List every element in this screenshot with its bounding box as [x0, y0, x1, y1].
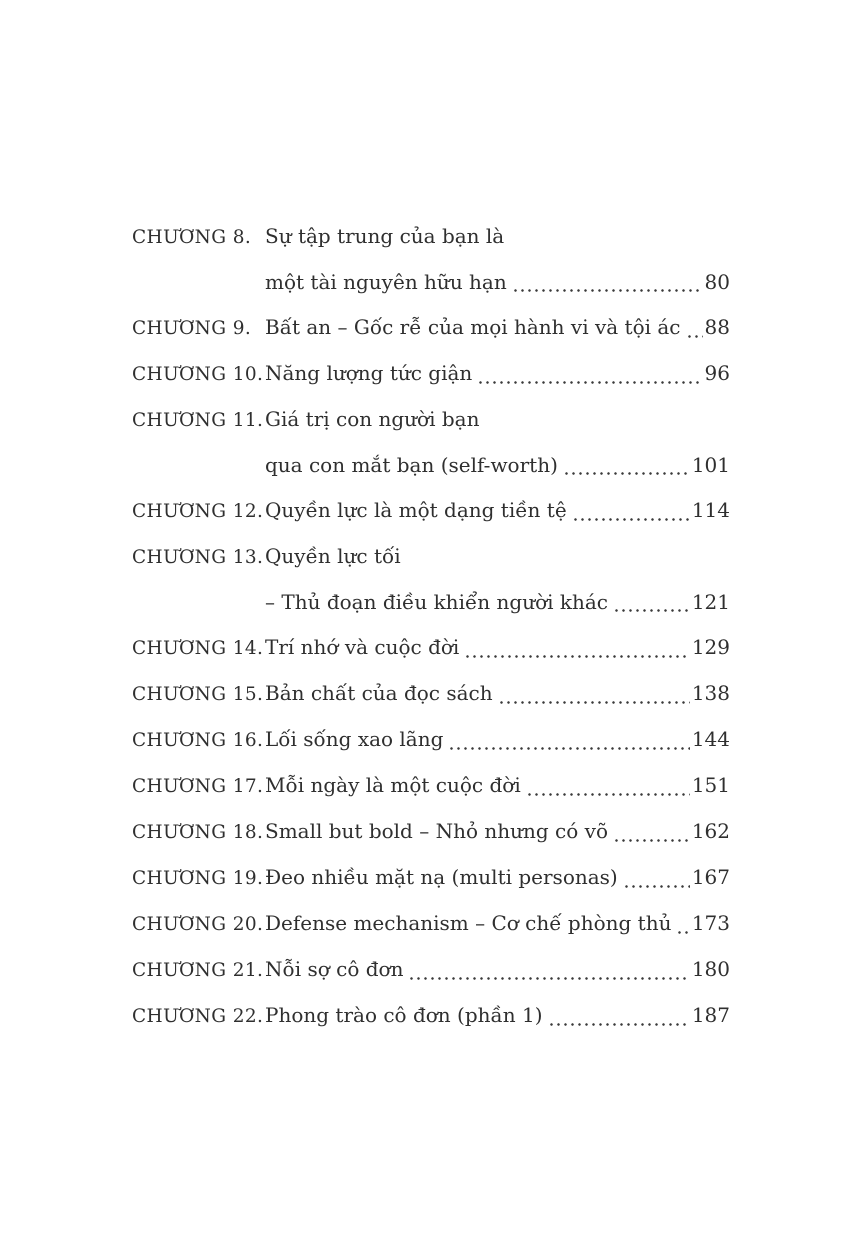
page-number: 129: [691, 635, 730, 659]
chapter-title-line: Nỗi sợ cô đơn: [265, 957, 404, 981]
chapter-label: CHƯƠNG 18.: [132, 822, 264, 843]
chapter-label: CHƯƠNG 20.: [132, 914, 264, 935]
chapter-title-line: Mỗi ngày là một cuộc đời: [265, 773, 521, 797]
page-number: 173: [691, 911, 730, 935]
toc-row: [132, 351, 730, 397]
page-number: 167: [691, 865, 730, 889]
page-number: 101: [691, 453, 730, 477]
chapter-title-line: Phong trào cô đơn (phần 1): [265, 1003, 543, 1027]
toc-row: [132, 855, 730, 901]
page-number: 80: [704, 270, 730, 294]
dot-leader: [548, 1023, 690, 1026]
page-number: 162: [691, 819, 730, 843]
page-number: 121: [691, 590, 730, 614]
chapter-label: CHƯƠNG 16.: [132, 730, 264, 751]
toc-row: [132, 993, 730, 1039]
toc-row: [132, 947, 730, 993]
chapter-title-line: Quyền lực tối: [265, 544, 401, 568]
toc-row: [132, 488, 730, 534]
toc-row: [132, 901, 730, 947]
chapter-title-line: Small but bold – Nhỏ nhưng có võ: [265, 819, 608, 843]
toc-row: [132, 580, 730, 625]
toc-row: [132, 443, 730, 488]
dot-leader: [572, 518, 690, 521]
chapter-title-line: – Thủ đoạn điều khiển người khác: [265, 590, 608, 614]
dot-leader: [408, 977, 689, 980]
chapter-title-line: Quyền lực là một dạng tiền tệ: [265, 498, 567, 522]
dot-leader: [613, 839, 690, 842]
chapter-title-line: Đeo nhiều mặt nạ (multi personas): [265, 865, 618, 889]
chapter-title-line: Defense mechanism – Cơ chế phòng thủ: [265, 911, 672, 935]
chapter-label: CHƯƠNG 13.: [132, 547, 264, 568]
chapter-label: CHƯƠNG 21.: [132, 960, 264, 981]
chapter-title-line: một tài nguyên hữu hạn: [265, 270, 507, 294]
toc-row: [132, 305, 730, 351]
page-number: 187: [691, 1003, 730, 1027]
page-number: 180: [691, 957, 730, 981]
chapter-title-line: Bất an – Gốc rễ của mọi hành vi và tội ác: [265, 315, 681, 339]
toc-row: [132, 534, 730, 580]
dot-leader: [676, 931, 689, 934]
chapter-title-line: Năng lượng tức giận: [265, 361, 473, 385]
toc-list: [132, 214, 730, 1039]
dot-leader: [477, 381, 702, 384]
chapter-label: CHƯƠNG 8.: [132, 227, 252, 248]
chapter-title-line: Bản chất của đọc sách: [265, 681, 493, 705]
page-number: 138: [691, 681, 730, 705]
chapter-label: CHƯƠNG 19.: [132, 868, 264, 889]
toc-row: [132, 397, 730, 443]
dot-leader: [448, 747, 689, 750]
chapter-label: CHƯƠNG 12.: [132, 501, 264, 522]
page-number: 88: [704, 315, 730, 339]
dot-leader: [613, 609, 690, 612]
toc-row: [132, 625, 730, 671]
chapter-title-line: Trí nhớ và cuộc đời: [265, 635, 460, 659]
dot-leader: [563, 472, 690, 475]
page-number: 144: [691, 727, 730, 751]
dot-leader: [686, 335, 703, 338]
chapter-label: CHƯƠNG 10.: [132, 364, 264, 385]
chapter-label: CHƯƠNG 15.: [132, 684, 264, 705]
page-number: 96: [704, 361, 730, 385]
chapter-title-line: qua con mắt bạn (self-worth): [265, 453, 558, 477]
toc-row: [132, 717, 730, 763]
dot-leader: [498, 701, 690, 704]
chapter-title-line: Sự tập trung của bạn là: [265, 224, 505, 248]
toc-row: [132, 763, 730, 809]
toc-row: [132, 671, 730, 717]
chapter-title-line: Giá trị con người bạn: [265, 407, 480, 431]
dot-leader: [623, 885, 690, 888]
dot-leader: [512, 289, 703, 292]
chapter-label: CHƯƠNG 17.: [132, 776, 264, 797]
chapter-label: CHƯƠNG 22.: [132, 1006, 264, 1027]
chapter-title-line: Lối sống xao lãng: [265, 727, 444, 751]
page-number: 114: [691, 498, 730, 522]
dot-leader: [464, 655, 689, 658]
toc-row: [132, 809, 730, 855]
toc-row: [132, 260, 730, 305]
chapter-label: CHƯƠNG 11.: [132, 410, 264, 431]
chapter-label: CHƯƠNG 14.: [132, 638, 264, 659]
toc-row: [132, 214, 730, 260]
dot-leader: [526, 793, 690, 796]
page-number: 151: [691, 773, 730, 797]
chapter-label: CHƯƠNG 9.: [132, 318, 252, 339]
